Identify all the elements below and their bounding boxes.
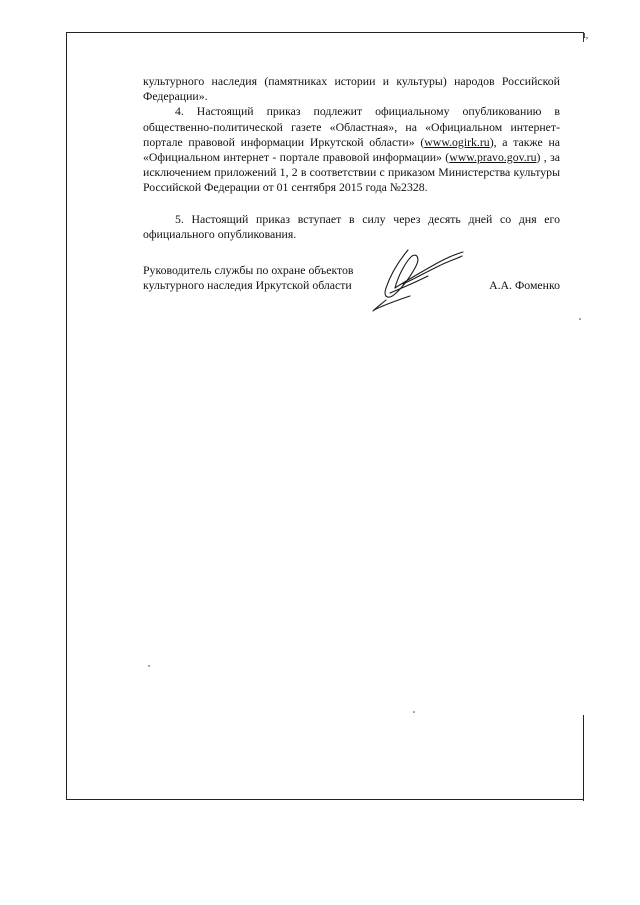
paragraph-4-text-b: ), а также на «Официальном интернет - портале правовой информации» ( [143,134,560,165]
scan-speck [579,318,581,320]
ogirk-link[interactable]: www.ogirk.ru [424,134,490,149]
paragraph-continued-text: культурного наследия (памятниках истории и культуры) народов Российской Федерации». [143,74,560,104]
paragraph-4 [143,104,560,195]
page-border-right-bottom [583,715,584,801]
signer-role-line-2: культурного наследия Иркутской области [143,278,352,293]
paragraph-4-text-a: 4. Настоящий приказ подлежит официальному опубликованию в общественно-политической газете «Областная», на «Официальном интернет-портале правовой информации Иркутской области» ( [143,104,560,149]
paragraph-5-text: 5. Настоящий приказ вступает в силу через десять дней со дня его официального опубликования. [143,211,560,241]
handwritten-signature [368,244,473,314]
corner-mark: ı, [583,30,589,41]
paragraph-5 [143,212,560,242]
scan-speck [148,665,150,667]
scan-speck [413,711,415,713]
signature-block [143,263,560,313]
signer-name: А.А. Фоменко [489,278,560,292]
paragraph-4-text-c: ) , за исключением приложений 1, 2 в соответствии с приказом Министерства культуры Российской Федерации от 01 сентября 2015 года №2328. [143,150,560,195]
signer-role [143,263,373,293]
pravo-link[interactable]: www.pravo.gov.ru [449,150,537,165]
document-body [143,74,560,242]
paragraph-continued [143,74,560,104]
signer-role-line-1: Руководитель службы по охране объектов [143,263,354,277]
